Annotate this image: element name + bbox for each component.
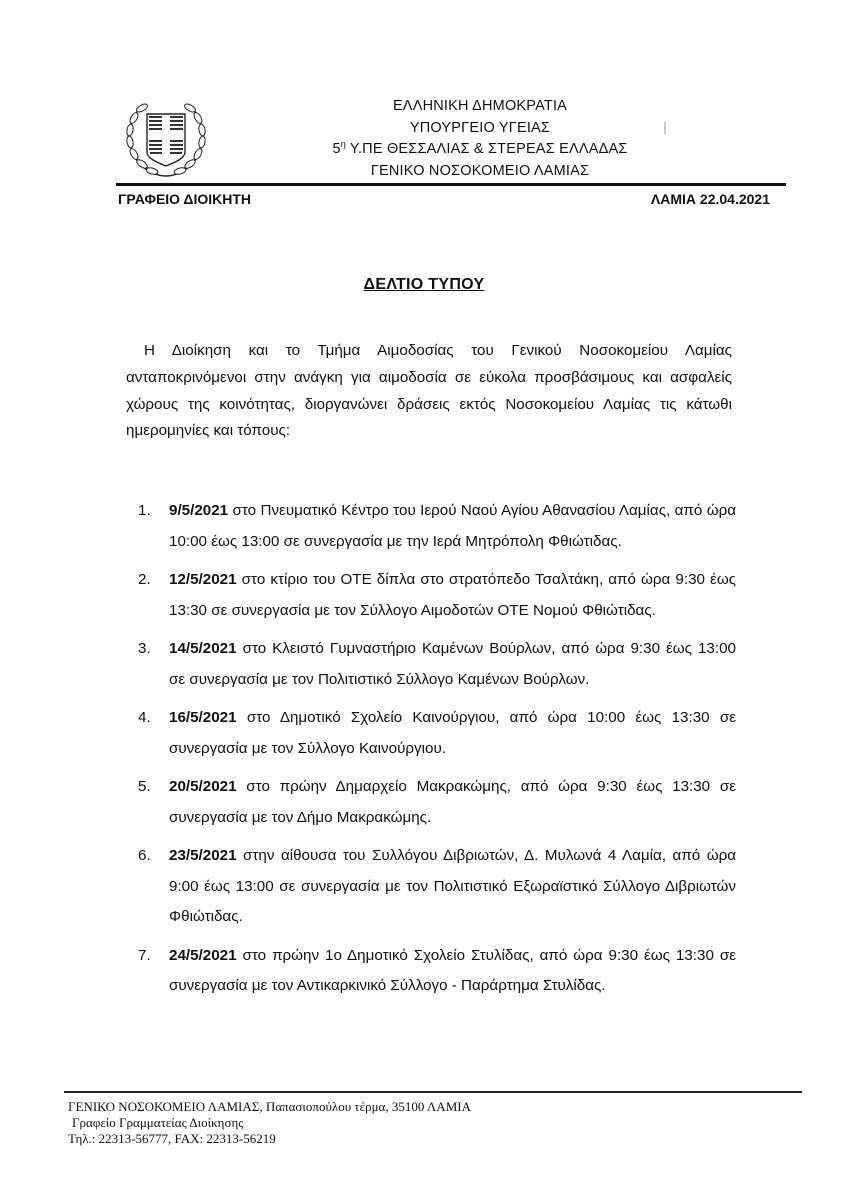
footer — [68, 1099, 471, 1147]
letterhead-ministry: ΥΠΟΥΡΓΕΙΟ ΥΓΕΙΑΣ — [409, 119, 551, 136]
event-item — [130, 565, 736, 626]
event-number: 5. — [138, 778, 151, 795]
letterhead-republic: ΕΛΛΗΝΙΚΗ ΔΗΜΟΚΡΑΤΙΑ — [392, 98, 568, 114]
event-number: 1. — [138, 502, 151, 519]
footer-address: ΓΕΝΙΚΟ ΝΟΣΟΚΟΜΕΙΟ ΛΑΜΙΑΣ, Παπασιοπούλου τέρμα, 35100 ΛΑΜΙΑ — [68, 1099, 471, 1114]
footer-contact: Τηλ.: 22313-56777, FAX: 22313-56219 — [68, 1131, 276, 1146]
event-item — [130, 772, 736, 833]
intro-paragraph — [126, 338, 732, 445]
region-ordinal: η — [340, 139, 346, 150]
event-date: 24/5/2021 — [169, 946, 237, 964]
letterhead-hospital: ΓΕΝΙΚΟ ΝΟΣΟΚΟΜΕΙΟ ΛΑΜΙΑΣ — [370, 162, 590, 179]
event-description: στην αίθουσα του Συλλόγου Διβριωτών, Δ. Μυλωνά 4 Λαμία, από ώρα 9:00 έως 13:00 σε συνεργασία με τον Πολιτιστικό Εξωραϊστικό Σύλλογο Διβριωτών Φθιώτιδας. — [169, 847, 736, 925]
region-name: Υ.ΠΕ ΘΕΣΣΑΛΙΑΣ & ΣΤΕΡΕΑΣ ΕΛΛΑΔΑΣ — [345, 141, 628, 157]
event-number: 7. — [138, 946, 151, 964]
footer-divider — [64, 1091, 802, 1093]
header-divider — [116, 183, 786, 186]
event-date: 23/5/2021 — [169, 847, 237, 864]
region-number: 5 — [332, 141, 341, 157]
event-number: 4. — [138, 709, 151, 726]
event-date: 16/5/2021 — [169, 709, 237, 726]
event-description: στο πρώην 1ο Δημοτικό Σχολείο Στυλίδας, από ώρα 9:30 έως 13:30 σε συνεργασία με τον Αντικαρκινικό Σύλλογο - Παράρτημα Στυλίδας. — [169, 946, 736, 994]
event-date: 9/5/2021 — [169, 502, 229, 519]
event-description: στο Κλειστό Γυμναστήριο Καμένων Βούρλων, από ώρα 9:30 έως 13:00 σε συνεργασία με τον Πολιτιστικό Σύλλογο Καμένων Βούρλων. — [169, 640, 736, 688]
event-item — [130, 496, 736, 557]
event-item — [130, 634, 736, 695]
event-item — [130, 841, 736, 933]
event-date: 12/5/2021 — [169, 571, 237, 588]
event-description: στο Πνευματικό Κέντρο του Ιερού Ναού Αγίου Αθανασίου Λαμίας, από ώρα 10:00 έως 13:00 σε συνεργασία με την Ιερά Μητρόπολη Φθιώτιδας. — [169, 502, 736, 550]
event-item — [130, 703, 736, 764]
document-date: ΛΑΜΙΑ 22.04.2021 — [650, 191, 770, 207]
letterhead-region — [290, 139, 670, 161]
event-number: 3. — [138, 640, 151, 657]
event-description: στο Δημοτικό Σχολείο Καινούργιου, από ώρα 10:00 έως 13:30 σε συνεργασία με τον Σύλλογο Καινούργιου. — [169, 709, 736, 757]
event-number: 2. — [138, 571, 151, 588]
letterhead — [290, 96, 670, 182]
office-label: ΓΡΑΦΕΙΟ ΔΙΟΙΚΗΤΗ — [118, 191, 252, 207]
event-number: 6. — [138, 847, 151, 864]
event-item — [130, 941, 736, 1002]
page-title: ΔΕΛΤΙΟ ΤΥΠΟΥ — [363, 276, 485, 293]
event-description: στο πρώην Δημαρχείο Μακρακώμης, από ώρα 9:30 έως 13:30 σε συνεργασία με τον Δήμο Μακρακώμης. — [169, 778, 736, 826]
footer-department: Γραφείο Γραμματείας Διοίκησης — [72, 1115, 244, 1130]
event-description: στο κτίριο του ΟΤΕ δίπλα στο στρατόπεδο Τσαλτάκη, από ώρα 9:30 έως 13:30 σε συνεργασία με τον Σύλλογο Αιμοδοτών ΟΤΕ Νομού Φθιώτιδας. — [169, 571, 736, 619]
event-date: 20/5/2021 — [169, 778, 237, 795]
event-list — [130, 496, 736, 1010]
greek-coat-of-arms-icon — [116, 92, 216, 182]
event-date: 14/5/2021 — [169, 640, 237, 657]
intro-text: Η Διοίκηση και το Τμήμα Αιμοδοσίας του Γενικού Νοσοκομείου Λαμίας ανταποκρινόμενοι στην ανάγκη για αιμοδοσία σε εύκολα προσβάσιμους και ασφαλείς χώρους της κοινότητας, διοργανώνει δράσεις εκτός Νοσοκομείου Λαμίας τις κάτωθι ημερομηνίες και τόπους: — [126, 342, 732, 440]
